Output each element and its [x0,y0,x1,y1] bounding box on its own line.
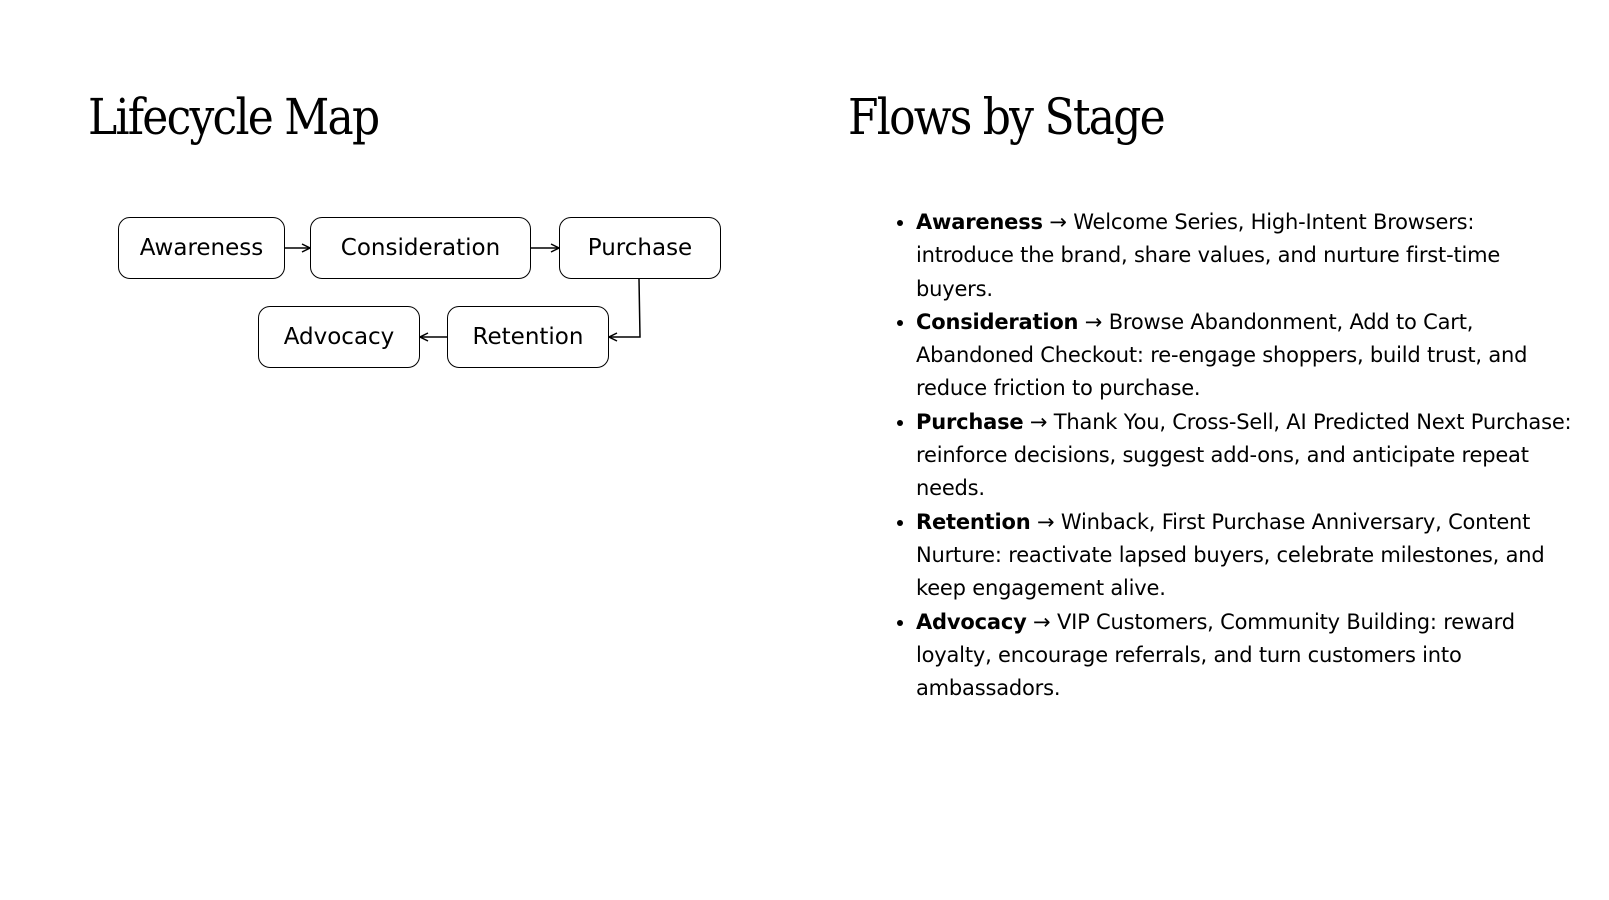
arrow: → [1084,309,1103,334]
arrow: → [1029,409,1048,434]
stage-description: Thank You, Cross-Sell, AI Predicted Next Purchase: reinforce decisions, suggest add-ons, and anticipate repeat needs. [916,409,1572,501]
stage-item-retention [916,506,1576,606]
stage-name: Awareness [916,210,1043,234]
node-retention: Retention [447,306,609,368]
node-purchase: Purchase [559,217,721,279]
stage-item-consideration [916,306,1576,406]
stage-description: Welcome Series, High-Intent Browsers: introduce the brand, share values, and nurture first-time buyers. [916,210,1501,301]
stage-name: Consideration [916,309,1079,334]
edge-purchase-retention [609,279,640,337]
node-advocacy: Advocacy [258,306,420,368]
node-awareness: Awareness [118,217,285,279]
stage-item-advocacy [916,606,1576,706]
lifecycle-map-title: Lifecycle Map [88,88,379,146]
stage-description: VIP Customers, Community Building: reward loyalty, encourage referrals, and turn customers into ambassadors. [916,609,1515,701]
flows-by-stage-title: Flows by Stage [848,88,1164,146]
stage-item-awareness [916,206,1576,306]
arrow: → [1036,509,1055,534]
stage-description: Browse Abandonment, Add to Cart, Abandoned Checkout: re-engage shoppers, build trust, and reduce friction to purchase. [916,309,1528,401]
stage-description: Winback, First Purchase Anniversary, Content Nurture: reactivate lapsed buyers, celebrate milestones, and keep engagement alive. [916,509,1545,601]
stage-name: Purchase [916,409,1024,434]
arrow: → [1033,609,1051,634]
stage-flows-list [894,206,1576,705]
stage-name: Advocacy [916,609,1027,634]
stage-item-purchase [916,406,1576,506]
arrow: → [1049,210,1067,234]
node-consideration: Consideration [310,217,531,279]
stage-name: Retention [916,509,1031,534]
